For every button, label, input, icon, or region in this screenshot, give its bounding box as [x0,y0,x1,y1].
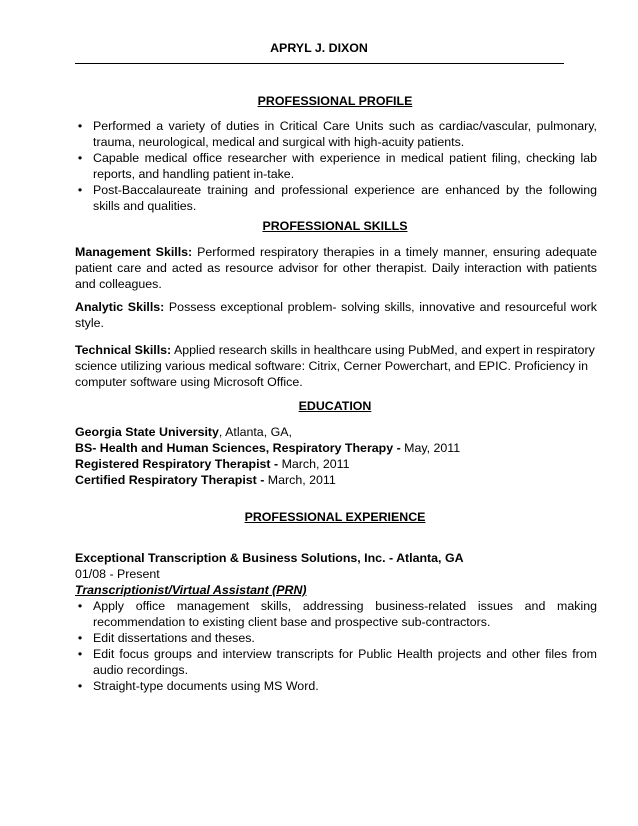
certification-line [75,472,597,488]
management-skills-text: Performed respiratory therapies in a timely manner, ensuring adequate patient care and acted as resource advisor for other therapist. Daily interaction with patients and colleagues. [75,245,597,291]
employment-dates: 01/08 - Present [75,567,160,581]
management-skills-label: Management Skills: [75,245,193,259]
certification-date: March, 2011 [264,473,336,487]
degree-line [75,440,597,456]
company-name: Exceptional Transcription & Business Solutions, Inc. - Atlanta, GA [75,551,464,565]
technical-skills-text: Applied research skills in healthcare using PubMed, and expert in respiratory science utilizing various medical software: Citrix, Cerner Powerchart, and EPIC. Proficiency in computer software using Microsoft Office. [75,343,595,389]
list-item: • Edit focus groups and interview transcripts for Public Health projects and other files from audio recordings. [75,646,597,678]
school-name: Georgia State University [75,425,219,439]
list-item: • Straight-type documents using MS Word. [75,678,597,694]
experience-section [75,550,597,694]
bullet-icon: • [77,599,83,613]
experience-heading: PROFESSIONAL EXPERIENCE [244,510,426,524]
profile-bullet-list [75,118,597,214]
education-heading: EDUCATION [298,399,372,413]
profile-heading: PROFESSIONAL PROFILE [257,94,413,108]
management-skills-paragraph [75,244,597,292]
bullet-icon: • [77,647,83,661]
profile-section [75,118,597,214]
technical-skills-paragraph [75,342,597,390]
school-location: , Atlanta, GA, [218,425,292,439]
certification-name: Registered Respiratory Therapist - [75,457,279,471]
education-section [75,424,597,488]
analytic-skills-label: Analytic Skills: [75,300,165,314]
bullet-icon: • [77,679,83,693]
technical-skills-label: Technical Skills: [75,343,172,357]
school-line [75,424,597,440]
bullet-icon: • [77,183,83,197]
experience-bullet-list [75,598,597,694]
analytic-skills-text: Possess exceptional problem- solving skills, innovative and resourceful work style. [75,300,597,330]
certification-name: Certified Respiratory Therapist - [75,473,265,487]
list-item: • Apply office management skills, addressing business-related issues and making recommendation to existing client base and prospective sub-contractors. [75,598,597,630]
list-item: • Edit dissertations and theses. [75,630,597,646]
header-divider [75,63,564,64]
list-item: • Post-Baccalaureate training and professional experience are enhanced by the following skills and qualities. [75,182,597,214]
bullet-icon: • [77,631,83,645]
list-item: • Performed a variety of duties in Critical Care Units such as cardiac/vascular, pulmonary, trauma, neurological, medical and surgical with high-acuity patients. [75,118,597,150]
degree-date: May, 2011 [400,441,461,455]
certification-date: March, 2011 [278,457,350,471]
skills-heading: PROFESSIONAL SKILLS [262,219,408,233]
bullet-icon: • [77,151,83,165]
degree-name: BS- Health and Human Sciences, Respiratory Therapy - [75,441,401,455]
bullet-icon: • [77,119,83,133]
analytic-skills-paragraph [75,299,597,331]
applicant-name: APRYL J. DIXON [270,41,368,55]
certification-line [75,456,597,472]
list-item: • Capable medical office researcher with experience in medical patient filing, checking lab reports, and handling patient in-take. [75,150,597,182]
job-title: Transcriptionist/Virtual Assistant (PRN) [75,583,307,597]
